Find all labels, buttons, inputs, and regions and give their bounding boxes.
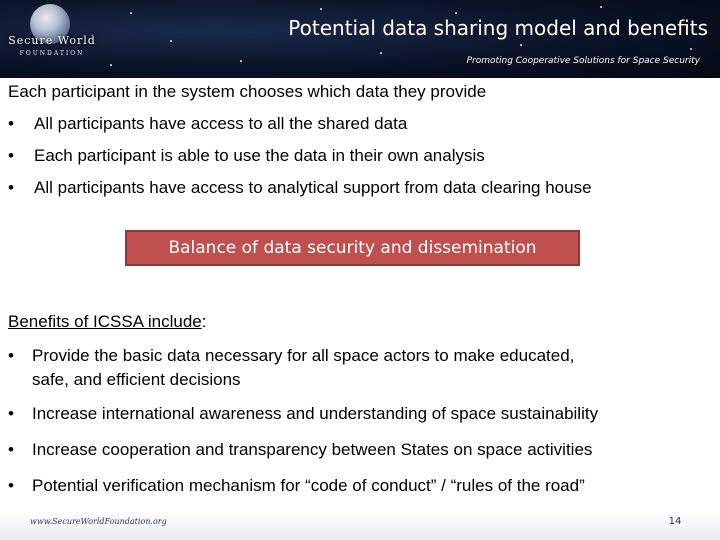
- star: [520, 44, 522, 46]
- benefit-item: Increase international awareness and understanding of space sustainability: [32, 404, 599, 423]
- balance-callout-box: Balance of data security and dissemination: [125, 230, 580, 266]
- slide-tagline: Promoting Cooperative Solutions for Space Security: [466, 56, 700, 66]
- bullet-icon: •: [8, 146, 14, 165]
- bullet-item: All participants have access to all the shared data: [34, 114, 408, 133]
- star: [455, 12, 457, 14]
- star: [240, 60, 242, 62]
- slide-title: Potential data sharing model and benefits: [288, 16, 708, 40]
- benefits-heading-text: Benefits of ICSSA include: [8, 312, 202, 331]
- footer-url: www.SecureWorldFoundation.org: [30, 517, 167, 526]
- page-number: 14: [668, 516, 682, 527]
- star: [380, 52, 382, 54]
- benefit-item: Potential verification mechanism for “code of conduct” / “rules of the road”: [32, 476, 585, 495]
- bullet-icon: •: [8, 114, 14, 133]
- benefit-item-continued: safe, and efficient decisions: [32, 370, 241, 389]
- star: [130, 12, 132, 14]
- bullet-icon: •: [8, 178, 14, 197]
- star: [110, 64, 112, 66]
- benefit-item: Increase cooperation and transparency between States on space activities: [32, 440, 593, 459]
- benefits-heading: [8, 312, 206, 332]
- star: [600, 6, 602, 8]
- logo: [2, 4, 102, 62]
- bullet-item: All participants have access to analytical support from data clearing house: [34, 178, 592, 197]
- logo-subtext: FOUNDATION: [19, 50, 85, 57]
- logo-text: Secure World: [8, 34, 96, 47]
- bullet-icon: •: [8, 346, 14, 365]
- bullet-icon: •: [8, 440, 14, 459]
- benefit-item: Provide the basic data necessary for all space actors to make educated,: [32, 346, 575, 365]
- header-banner: [0, 0, 720, 78]
- benefits-heading-colon: :: [201, 312, 207, 331]
- bullet-icon: •: [8, 404, 14, 423]
- star: [690, 48, 692, 50]
- star: [320, 8, 322, 10]
- intro-text: Each participant in the system chooses which data they provide: [8, 82, 487, 101]
- bullet-item: Each participant is able to use the data in their own analysis: [34, 146, 485, 165]
- star: [170, 40, 172, 42]
- bullet-icon: •: [8, 476, 14, 495]
